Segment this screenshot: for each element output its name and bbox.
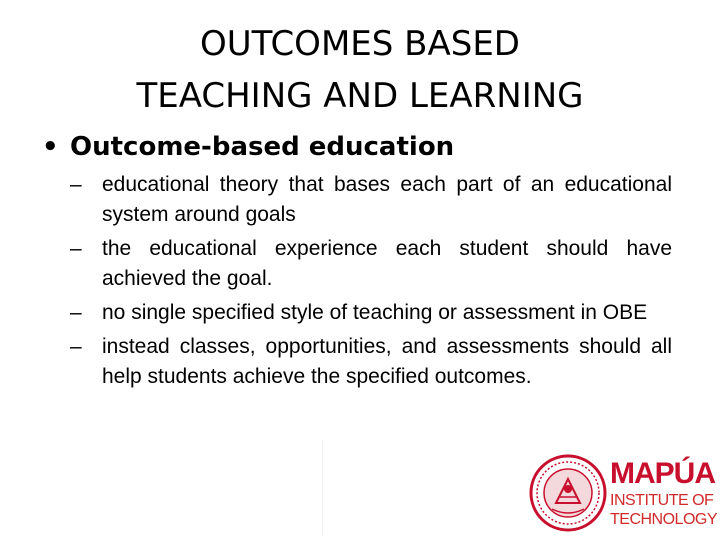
sub-bullet-text: the educational experience each student should have achieved the goal. [102, 237, 672, 290]
title-line-2: TEACHING AND LEARNING [136, 76, 584, 116]
sub-bullet [70, 234, 672, 294]
bullet-icon: • [42, 132, 59, 162]
sub-bullet [70, 332, 672, 392]
sub-bullet [70, 170, 672, 230]
sub-bullet [70, 298, 672, 328]
sub-bullet-text: instead classes, opportunities, and assessments should all help students achieve the specified outcomes. [102, 335, 672, 388]
mapua-logo [528, 453, 718, 535]
main-bullet [42, 130, 454, 164]
sub-bullet-text: educational theory that bases each part of an educational system around goals [102, 173, 672, 226]
logo-wordmark [610, 457, 716, 529]
slide-title [0, 18, 720, 122]
main-bullet-text: Outcome-based education [70, 132, 455, 162]
faint-divider [322, 440, 323, 535]
sub-bullet-text: no single specified style of teaching or assessment in OBE [102, 301, 648, 324]
mapua-seal-icon [528, 453, 608, 533]
logo-technology: TECHNOLOGY [610, 511, 718, 528]
logo-name: MAPÚA [610, 457, 715, 490]
title-line-1: OUTCOMES BASED [200, 24, 520, 64]
dash-icon: – [70, 237, 82, 260]
logo-institute: INSTITUTE OF [610, 492, 714, 509]
dash-icon: – [70, 301, 82, 324]
dash-icon: – [70, 335, 82, 358]
dash-icon: – [70, 173, 82, 196]
sub-bullet-list [70, 170, 672, 396]
